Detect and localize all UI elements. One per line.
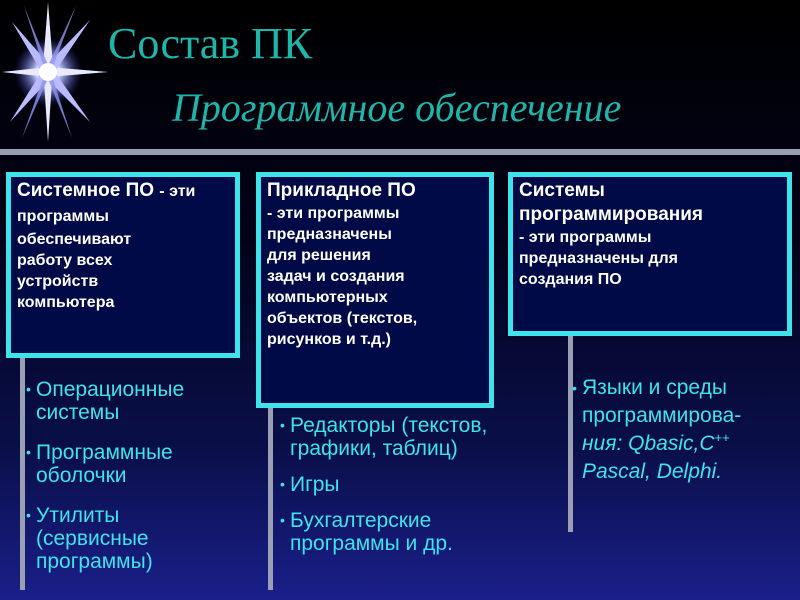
header-divider	[0, 149, 800, 155]
page-subtitle: Программное обеспечение	[172, 85, 622, 130]
application-software-list	[280, 414, 570, 568]
application-software-box	[256, 172, 494, 408]
bullet-icon: •	[280, 512, 285, 528]
system-software-desc-line: работу всех	[17, 252, 113, 269]
application-software-desc-line: - эти программы	[267, 205, 400, 222]
application-software-heading: Прикладное ПО	[267, 180, 416, 201]
bullet-icon: •	[280, 476, 285, 492]
application-software-desc-line: предназначены	[267, 226, 392, 243]
programming-systems-heading: Системы	[519, 180, 605, 201]
application-software-desc-line: задач и создания	[267, 268, 405, 285]
application-software-desc-line: компьютерных	[267, 289, 388, 306]
connector-line	[268, 408, 273, 590]
bullet-icon: •	[26, 381, 31, 397]
system-software-desc-line: компьютера	[17, 294, 115, 311]
bullet-icon: •	[572, 380, 577, 396]
application-software-desc-line: для решения	[267, 247, 371, 264]
programming-systems-list	[572, 374, 782, 486]
system-software-desc-line: обеспечивают	[17, 231, 132, 248]
system-software-desc-line: устройств	[17, 273, 99, 290]
programming-systems-desc-line: - эти программы	[519, 229, 652, 246]
sparkle-star-icon	[0, 0, 110, 150]
list-item: • Утилиты (сервисные программы)	[26, 504, 153, 573]
system-software-heading: Системное ПО - эти программы	[17, 180, 196, 225]
programming-systems-heading: программирования	[519, 204, 704, 225]
connector-line	[20, 358, 25, 590]
list-item: • Игры	[280, 473, 340, 496]
list-item: • Языки и среды программирова- ния: Qbasic,C++ Pascal, Delphi.	[572, 376, 742, 483]
programming-systems-desc-line: предназначены для	[519, 250, 678, 267]
bullet-icon: •	[26, 444, 31, 460]
system-software-box	[6, 172, 240, 358]
list-item: • Операционные системы	[26, 378, 185, 424]
bullet-icon: •	[26, 507, 31, 523]
programming-systems-box	[508, 172, 792, 336]
application-software-desc-line: объектов (текстов,	[267, 310, 418, 327]
list-item: • Программные оболочки	[26, 441, 173, 487]
programming-systems-desc-line: создания ПО	[519, 271, 622, 288]
page-title: Состав ПК	[108, 19, 313, 68]
list-item: • Редакторы (текстов, графики, таблиц)	[280, 414, 488, 460]
application-software-desc-line: рисунков и т.д.)	[267, 331, 392, 348]
bullet-icon: •	[280, 417, 285, 433]
system-software-list	[26, 378, 246, 590]
list-item: • Бухгалтерские программы и др.	[280, 509, 453, 555]
